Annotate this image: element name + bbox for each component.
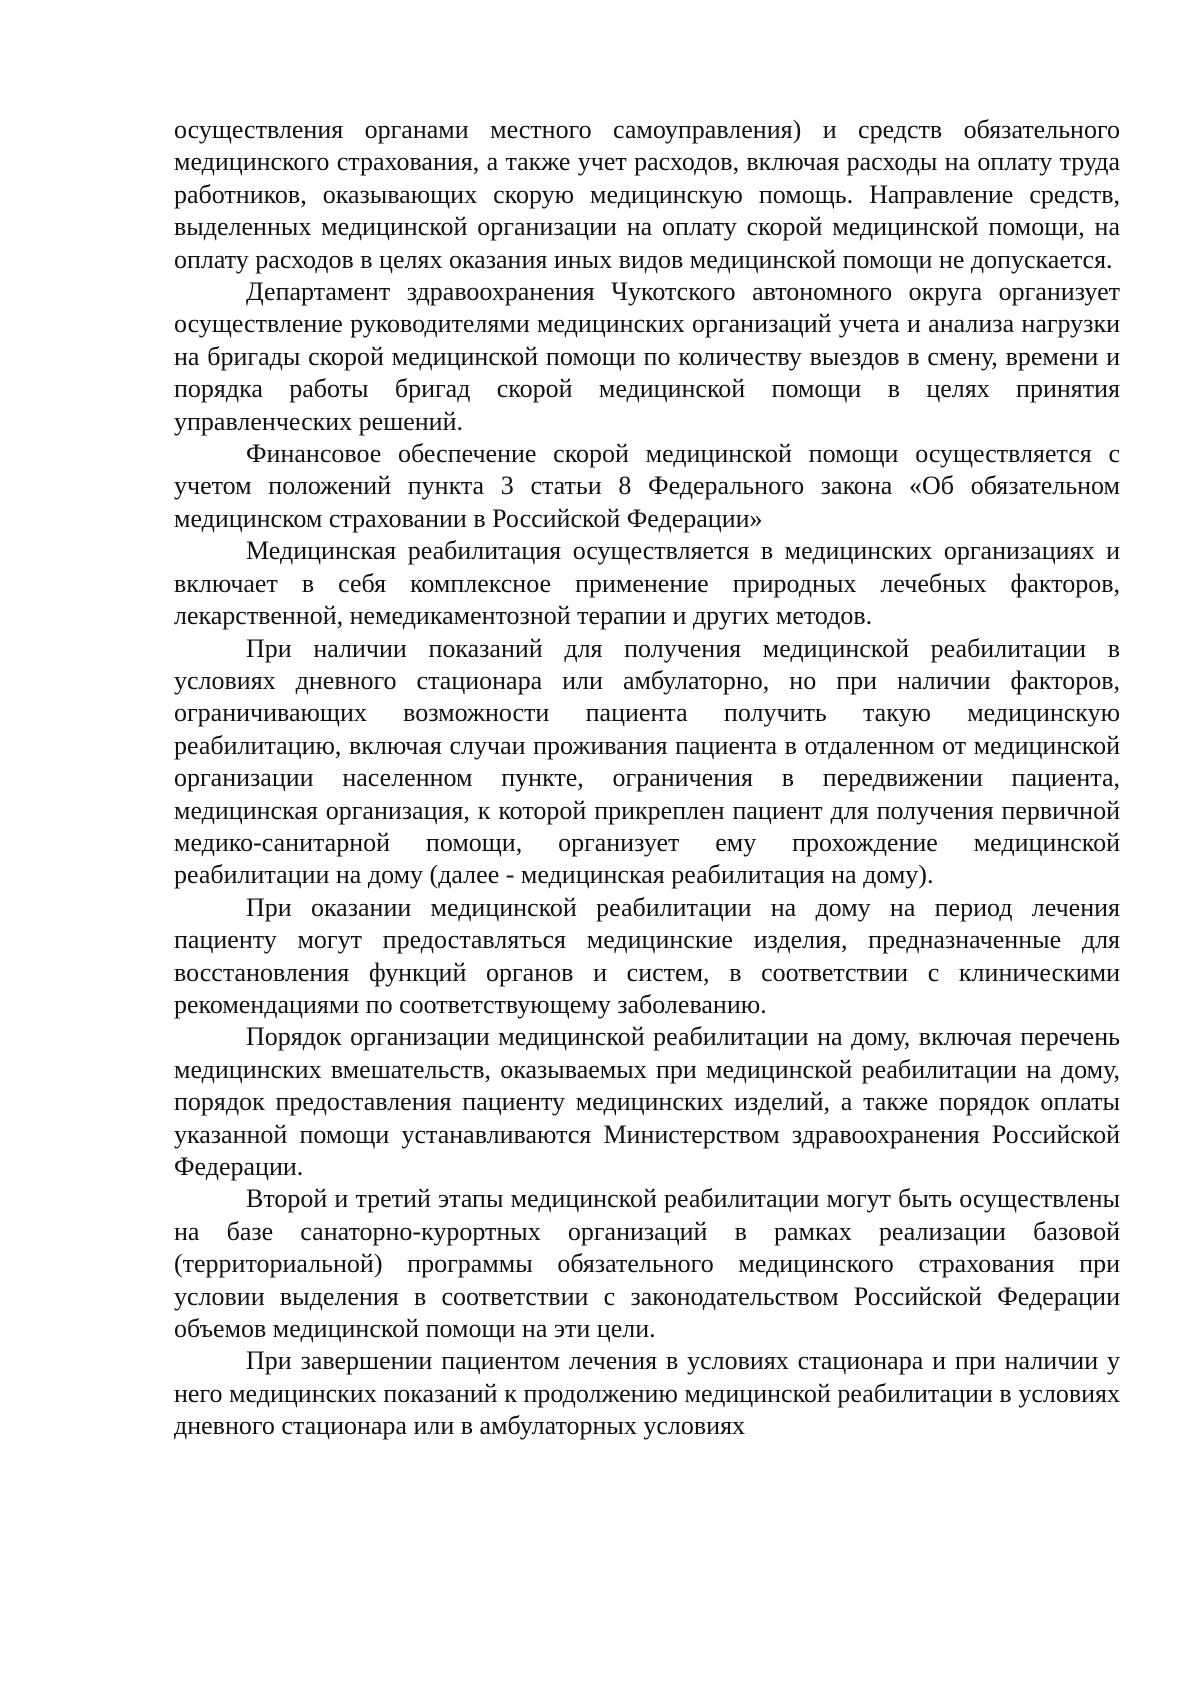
paragraph: Медицинская реабилитация осуществляется в медицинских организациях и включает в себя комплексное применение природных лечебных факторов, лекарственной, немедикаментозной терапии и других методов. xyxy=(174,536,1120,631)
paragraph-continuation: осуществления органами местного самоуправления) и средств обязательного медицинского страхования, а также учет расходов, включая расходы на оплату труда работников, оказывающих скорую медицинскую помощь. Направление средств, выделенных медицинской организации на оплату скорой медицинской помощи, на оплату расходов в целях оказания иных видов медицинской помощи не допускается. xyxy=(174,115,1120,274)
paragraph: Департамент здравоохранения Чукотского автономного округа организует осуществление руководителями медицинских организаций учета и анализа нагрузки на бригады скорой медицинской помощи по количеству выездов в смену, времени и порядка работы бригад скорой медицинской помощи в целях принятия управленческих решений. xyxy=(174,277,1120,436)
paragraph: Порядок организации медицинской реабилитации на дому, включая перечень медицинских вмешательств, оказываемых при медицинской реабилитации на дому, порядок предоставления пациенту медицинских изделий, а также порядок оплаты указанной помощи устанавливаются Министерством здравоохранения Российской Федерации. xyxy=(174,1022,1120,1181)
paragraph: При оказании медицинской реабилитации на дому на период лечения пациенту могут предоставляться медицинские изделия, предназначенные для восстановления функций органов и систем, в соответствии с клиническими рекомендациями по соответствующему заболеванию. xyxy=(174,892,1120,1019)
paragraph: Второй и третий этапы медицинской реабилитации могут быть осуществлены на базе санаторно-курортных организаций в рамках реализации базовой (территориальной) программы обязательного медицинского страхования при условии выделения в соответствии с законодательством Российской Федерации объемов медицинской помощи на эти цели. xyxy=(174,1184,1120,1344)
document-body xyxy=(174,114,1120,1443)
paragraph: Финансовое обеспечение скорой медицинской помощи осуществляется с учетом положений пункта 3 статьи 8 Федерального закона «Об обязательном медицинском страховании в Российской Федерации» xyxy=(174,439,1120,533)
paragraph: При завершении пациентом лечения в условиях стационара и при наличии у него медицинских показаний к продолжению медицинской реабилитации в условиях дневного стационара или в амбулаторных условиях xyxy=(174,1346,1120,1441)
paragraph: При наличии показаний для получения медицинской реабилитации в условиях дневного стационара или амбулаторно, но при наличии факторов, ограничивающих возможности пациента получить такую медицинскую реабилитацию, включая случаи проживания пациента в отдаленном от медицинской организации населенном пункте, ограничения в передвижении пациента, медицинская организация, к которой прикреплен пациент для получения первичной медико-санитарной помощи, организует ему прохождение медицинской реабилитации на дому (далее - медицинская реабилитация на дому). xyxy=(174,633,1120,890)
